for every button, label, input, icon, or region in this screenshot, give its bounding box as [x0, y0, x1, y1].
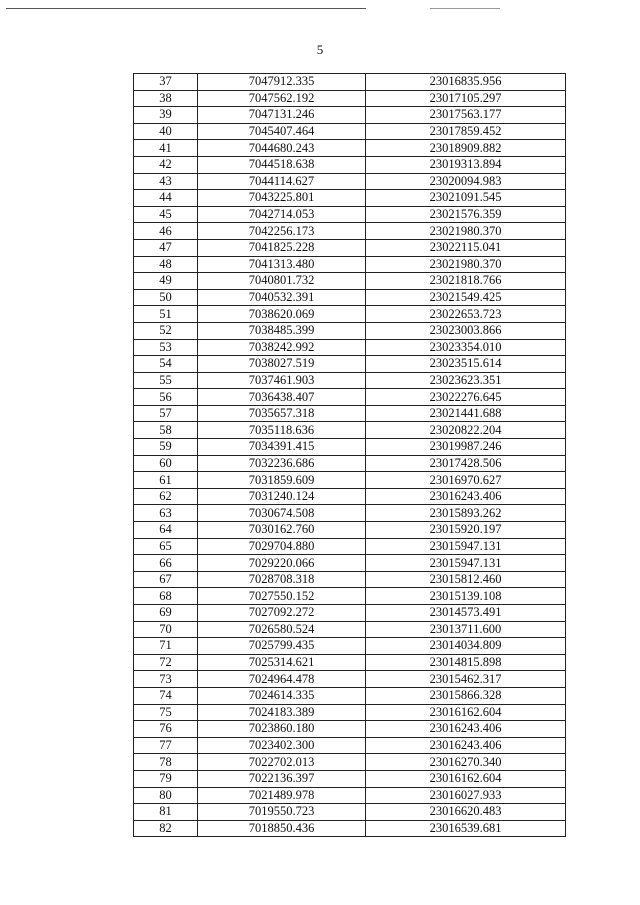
point-number-cell: 49 [134, 273, 198, 290]
y-coordinate-cell: 23022115.041 [366, 239, 566, 256]
table-row [134, 522, 566, 539]
point-number-cell: 43 [134, 173, 198, 190]
x-coordinate-cell: 7035118.636 [198, 422, 366, 439]
x-coordinate-cell: 7023860.180 [198, 721, 366, 738]
x-coordinate-cell: 7045407.464 [198, 123, 366, 140]
y-coordinate-cell: 23021441.688 [366, 405, 566, 422]
x-coordinate-cell: 7032236.686 [198, 455, 366, 472]
y-coordinate-cell: 23019313.894 [366, 156, 566, 173]
x-coordinate-cell: 7047912.335 [198, 74, 366, 91]
point-number-cell: 53 [134, 339, 198, 356]
table-row [134, 505, 566, 522]
y-coordinate-cell: 23014815.898 [366, 654, 566, 671]
y-coordinate-cell: 23017428.506 [366, 455, 566, 472]
point-number-cell: 58 [134, 422, 198, 439]
point-number-cell: 79 [134, 770, 198, 787]
table-row [134, 206, 566, 223]
coordinates-table [133, 73, 566, 837]
point-number-cell: 63 [134, 505, 198, 522]
y-coordinate-cell: 23021091.545 [366, 190, 566, 207]
y-coordinate-cell: 23015139.108 [366, 588, 566, 605]
x-coordinate-cell: 7023402.300 [198, 737, 366, 754]
table-row [134, 455, 566, 472]
x-coordinate-cell: 7025314.621 [198, 654, 366, 671]
point-number-cell: 37 [134, 74, 198, 91]
x-coordinate-cell: 7042256.173 [198, 223, 366, 240]
table-row [134, 754, 566, 771]
x-coordinate-cell: 7037461.903 [198, 372, 366, 389]
table-row [134, 737, 566, 754]
point-number-cell: 80 [134, 787, 198, 804]
point-number-cell: 59 [134, 439, 198, 456]
x-coordinate-cell: 7029220.066 [198, 555, 366, 572]
point-number-cell: 55 [134, 372, 198, 389]
table-row [134, 538, 566, 555]
x-coordinate-cell: 7047562.192 [198, 90, 366, 107]
point-number-cell: 71 [134, 638, 198, 655]
point-number-cell: 57 [134, 405, 198, 422]
y-coordinate-cell: 23021980.370 [366, 256, 566, 273]
point-number-cell: 52 [134, 322, 198, 339]
table-row [134, 638, 566, 655]
table-row [134, 156, 566, 173]
x-coordinate-cell: 7044518.638 [198, 156, 366, 173]
table-row [134, 654, 566, 671]
table-row [134, 90, 566, 107]
x-coordinate-cell: 7044114.627 [198, 173, 366, 190]
point-number-cell: 81 [134, 804, 198, 821]
scan-artifact-line [6, 8, 366, 9]
x-coordinate-cell: 7026580.524 [198, 621, 366, 638]
table-row [134, 256, 566, 273]
x-coordinate-cell: 7038242.992 [198, 339, 366, 356]
point-number-cell: 45 [134, 206, 198, 223]
table-row [134, 704, 566, 721]
x-coordinate-cell: 7038027.519 [198, 356, 366, 373]
point-number-cell: 68 [134, 588, 198, 605]
table-row [134, 405, 566, 422]
y-coordinate-cell: 23016270.340 [366, 754, 566, 771]
x-coordinate-cell: 7031240.124 [198, 488, 366, 505]
x-coordinate-cell: 7029704.880 [198, 538, 366, 555]
y-coordinate-cell: 23017563.177 [366, 107, 566, 124]
point-number-cell: 62 [134, 488, 198, 505]
table-row [134, 472, 566, 489]
table-row [134, 820, 566, 837]
x-coordinate-cell: 7031859.609 [198, 472, 366, 489]
y-coordinate-cell: 23016970.627 [366, 472, 566, 489]
y-coordinate-cell: 23015462.317 [366, 671, 566, 688]
x-coordinate-cell: 7027092.272 [198, 605, 366, 622]
y-coordinate-cell: 23016243.406 [366, 721, 566, 738]
point-number-cell: 60 [134, 455, 198, 472]
x-coordinate-cell: 7041313.480 [198, 256, 366, 273]
y-coordinate-cell: 23014573.491 [366, 605, 566, 622]
table-row [134, 621, 566, 638]
y-coordinate-cell: 23016162.604 [366, 704, 566, 721]
point-number-cell: 54 [134, 356, 198, 373]
y-coordinate-cell: 23021549.425 [366, 289, 566, 306]
point-number-cell: 66 [134, 555, 198, 572]
x-coordinate-cell: 7019550.723 [198, 804, 366, 821]
point-number-cell: 61 [134, 472, 198, 489]
point-number-cell: 64 [134, 522, 198, 539]
x-coordinate-cell: 7040532.391 [198, 289, 366, 306]
point-number-cell: 65 [134, 538, 198, 555]
point-number-cell: 48 [134, 256, 198, 273]
table-row [134, 140, 566, 157]
y-coordinate-cell: 23013711.600 [366, 621, 566, 638]
table-row [134, 239, 566, 256]
y-coordinate-cell: 23023623.351 [366, 372, 566, 389]
table-row [134, 289, 566, 306]
x-coordinate-cell: 7022136.397 [198, 770, 366, 787]
point-number-cell: 44 [134, 190, 198, 207]
x-coordinate-cell: 7035657.318 [198, 405, 366, 422]
table-row [134, 721, 566, 738]
table-row [134, 306, 566, 323]
point-number-cell: 82 [134, 820, 198, 837]
y-coordinate-cell: 23016620.483 [366, 804, 566, 821]
table-row [134, 671, 566, 688]
y-coordinate-cell: 23016539.681 [366, 820, 566, 837]
x-coordinate-cell: 7028708.318 [198, 571, 366, 588]
x-coordinate-cell: 7038485.399 [198, 322, 366, 339]
y-coordinate-cell: 23016243.406 [366, 488, 566, 505]
point-number-cell: 77 [134, 737, 198, 754]
x-coordinate-cell: 7022702.013 [198, 754, 366, 771]
y-coordinate-cell: 23022276.645 [366, 389, 566, 406]
point-number-cell: 72 [134, 654, 198, 671]
table-row [134, 123, 566, 140]
coordinates-table-body [134, 74, 566, 837]
y-coordinate-cell: 23015866.328 [366, 687, 566, 704]
y-coordinate-cell: 23015893.262 [366, 505, 566, 522]
table-row [134, 422, 566, 439]
y-coordinate-cell: 23015812.460 [366, 571, 566, 588]
x-coordinate-cell: 7030162.760 [198, 522, 366, 539]
point-number-cell: 47 [134, 239, 198, 256]
point-number-cell: 39 [134, 107, 198, 124]
x-coordinate-cell: 7024964.478 [198, 671, 366, 688]
x-coordinate-cell: 7025799.435 [198, 638, 366, 655]
x-coordinate-cell: 7041825.228 [198, 239, 366, 256]
table-row [134, 488, 566, 505]
table-row [134, 439, 566, 456]
table-row [134, 190, 566, 207]
y-coordinate-cell: 23016027.933 [366, 787, 566, 804]
table-row [134, 372, 566, 389]
point-number-cell: 70 [134, 621, 198, 638]
point-number-cell: 40 [134, 123, 198, 140]
table-row [134, 173, 566, 190]
point-number-cell: 75 [134, 704, 198, 721]
table-row [134, 339, 566, 356]
point-number-cell: 74 [134, 687, 198, 704]
table-row [134, 356, 566, 373]
y-coordinate-cell: 23017105.297 [366, 90, 566, 107]
y-coordinate-cell: 23021980.370 [366, 223, 566, 240]
y-coordinate-cell: 23015947.131 [366, 555, 566, 572]
point-number-cell: 67 [134, 571, 198, 588]
table-row [134, 687, 566, 704]
table-row [134, 555, 566, 572]
x-coordinate-cell: 7021489.978 [198, 787, 366, 804]
y-coordinate-cell: 23018909.882 [366, 140, 566, 157]
x-coordinate-cell: 7034391.415 [198, 439, 366, 456]
point-number-cell: 50 [134, 289, 198, 306]
point-number-cell: 56 [134, 389, 198, 406]
x-coordinate-cell: 7047131.246 [198, 107, 366, 124]
y-coordinate-cell: 23023515.614 [366, 356, 566, 373]
point-number-cell: 73 [134, 671, 198, 688]
point-number-cell: 42 [134, 156, 198, 173]
y-coordinate-cell: 23019987.246 [366, 439, 566, 456]
x-coordinate-cell: 7040801.732 [198, 273, 366, 290]
x-coordinate-cell: 7044680.243 [198, 140, 366, 157]
x-coordinate-cell: 7038620.069 [198, 306, 366, 323]
y-coordinate-cell: 23023354.010 [366, 339, 566, 356]
point-number-cell: 78 [134, 754, 198, 771]
table-row [134, 770, 566, 787]
y-coordinate-cell: 23021818.766 [366, 273, 566, 290]
x-coordinate-cell: 7042714.053 [198, 206, 366, 223]
table-row [134, 74, 566, 91]
y-coordinate-cell: 23016162.604 [366, 770, 566, 787]
table-row [134, 107, 566, 124]
point-number-cell: 46 [134, 223, 198, 240]
point-number-cell: 69 [134, 605, 198, 622]
x-coordinate-cell: 7018850.436 [198, 820, 366, 837]
point-number-cell: 76 [134, 721, 198, 738]
y-coordinate-cell: 23020094.983 [366, 173, 566, 190]
x-coordinate-cell: 7024614.335 [198, 687, 366, 704]
y-coordinate-cell: 23016243.406 [366, 737, 566, 754]
x-coordinate-cell: 7043225.801 [198, 190, 366, 207]
table-row [134, 571, 566, 588]
y-coordinate-cell: 23015947.131 [366, 538, 566, 555]
point-number-cell: 38 [134, 90, 198, 107]
y-coordinate-cell: 23021576.359 [366, 206, 566, 223]
y-coordinate-cell: 23015920.197 [366, 522, 566, 539]
table-row [134, 605, 566, 622]
x-coordinate-cell: 7036438.407 [198, 389, 366, 406]
page-number: 5 [316, 42, 324, 57]
y-coordinate-cell: 23020822.204 [366, 422, 566, 439]
table-row [134, 804, 566, 821]
y-coordinate-cell: 23016835.956 [366, 74, 566, 91]
table-row [134, 389, 566, 406]
table-row [134, 787, 566, 804]
y-coordinate-cell: 23023003.866 [366, 322, 566, 339]
x-coordinate-cell: 7027550.152 [198, 588, 366, 605]
x-coordinate-cell: 7024183.389 [198, 704, 366, 721]
y-coordinate-cell: 23022653.723 [366, 306, 566, 323]
table-row [134, 223, 566, 240]
table-row [134, 322, 566, 339]
x-coordinate-cell: 7030674.508 [198, 505, 366, 522]
table-row [134, 588, 566, 605]
y-coordinate-cell: 23014034.809 [366, 638, 566, 655]
scan-artifact-line [430, 8, 500, 9]
y-coordinate-cell: 23017859.452 [366, 123, 566, 140]
table-row [134, 273, 566, 290]
point-number-cell: 51 [134, 306, 198, 323]
point-number-cell: 41 [134, 140, 198, 157]
